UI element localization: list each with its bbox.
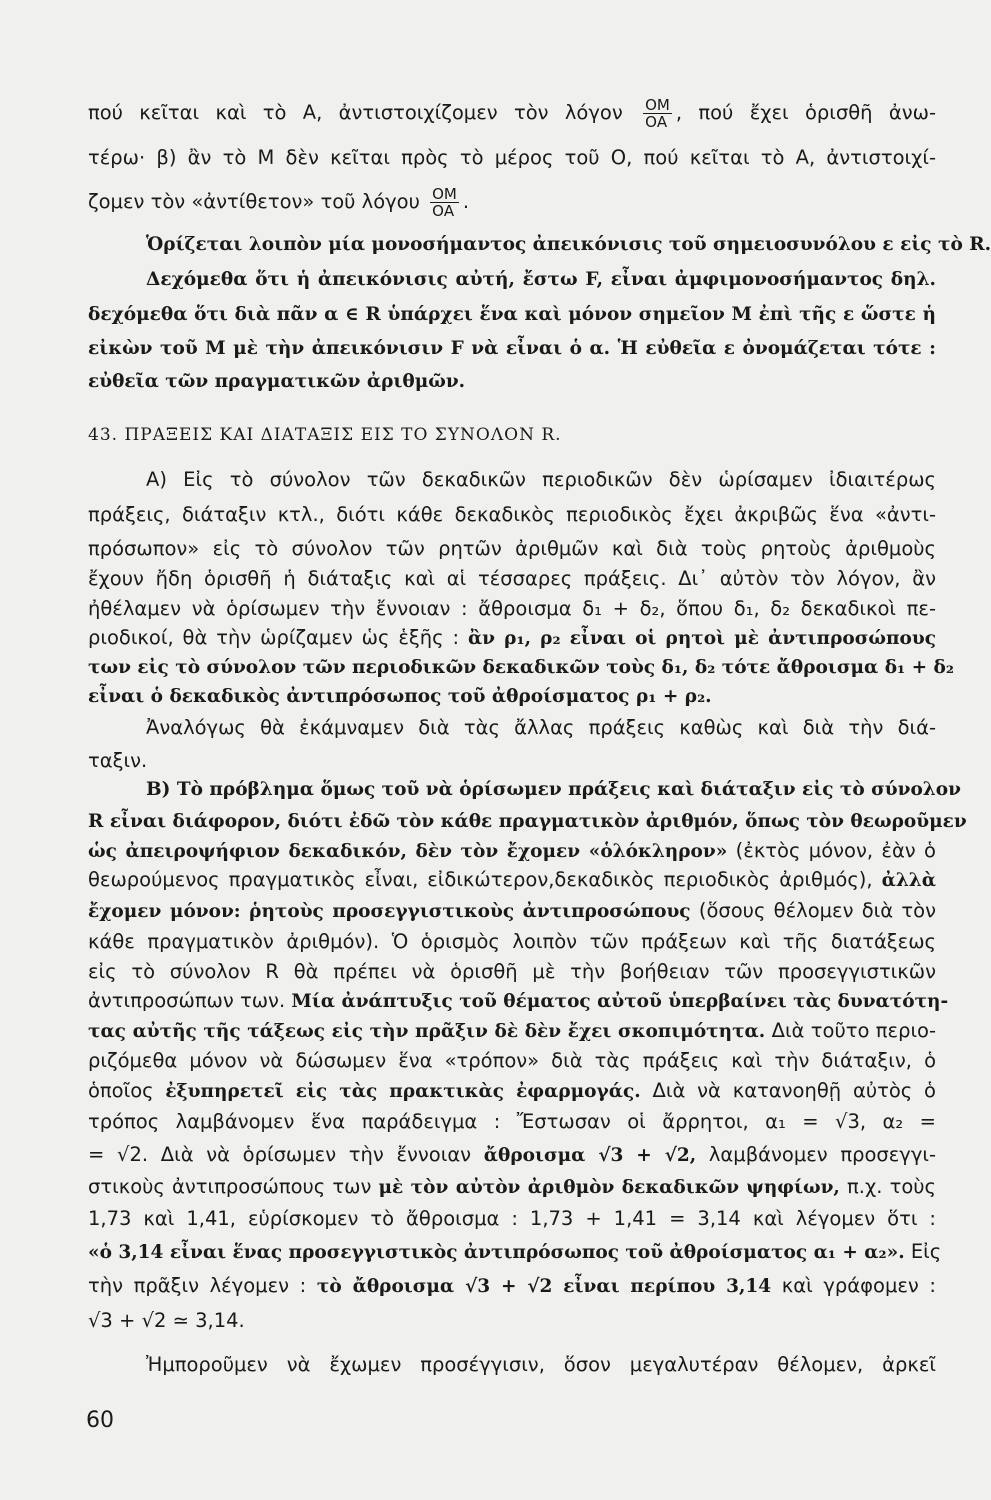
text-run: ἀντιπροσώπων των. xyxy=(88,989,286,1012)
text-run: = √2. Διὰ νὰ ὁρίσωμεν τὴν ἔννοιαν xyxy=(88,1143,472,1166)
text-line xyxy=(88,867,936,894)
text-line: Ἀναλόγως θὰ ἐκάμναμεν διὰ τὰς ἄλλας πράξεις καθὼς καὶ διὰ τὴν διά- xyxy=(146,716,936,739)
text-line: τρόπος λαμβάνομεν ἕνα παράδειγμα : Ἔστωσαν οἱ ἄρρητοι, α₁ = √3, α₂ = xyxy=(88,1110,936,1133)
text-line xyxy=(88,898,936,925)
text-line xyxy=(88,1174,936,1201)
text-line xyxy=(88,625,936,652)
text-run: Διὰ τοῦτο περιο- xyxy=(771,1019,937,1042)
text-line: 1,73 καὶ 1,41, εὑρίσκομεν τὸ ἄθροισμα : 1,73 + 1,41 = 3,14 καὶ λέγομεν ὅτι : xyxy=(88,1207,936,1230)
text-line: κάθε πραγματικὸν ἀριθμόν). Ὁ ὁρισμὸς λοιπὸν τῶν πράξεων καὶ τῆς διατάξεως xyxy=(88,930,936,953)
text-line: εἰκὼν τοῦ Μ μὲ τὴν ἀπεικόνισιν F νὰ εἶναι ὁ α. Ἡ εὐθεῖα ε ὀνομάζεται τότε : xyxy=(88,338,936,359)
text-line xyxy=(88,186,936,219)
text-run: «ὁ 3,14 εἶναι ἕνας προσεγγιστικὸς ἀντιπρόσωπος τοῦ ἀθροίσματος α₁ + α₂». xyxy=(88,1242,905,1263)
page-number: 60 xyxy=(86,1408,114,1433)
text-run: τας αὐτῆς τῆς τάξεως εἰς τὴν πρᾶξιν δὲ δὲν ἔχει σκοπιμότητα. xyxy=(88,1021,766,1042)
text-run: καὶ γράφομεν : xyxy=(781,1274,937,1297)
text-run: ἂν ρ₁, ρ₂ εἶναι οἱ ρητοὶ μὲ ἀντιπροσώπους xyxy=(467,628,936,649)
text-line: τέρω· β) ἂν τὸ Μ δὲν κεῖται πρὸς τὸ μέρος τοῦ Ο, πού κεῖται τὸ Α, ἀντιστοιχί- xyxy=(88,146,936,169)
text-run: Διὰ νὰ κατανοηθῇ αὐτὸς ὁ xyxy=(652,1079,936,1102)
text-line: Ἠμποροῦμεν νὰ ἔχωμεν προσέγγισιν, ὅσον μεγαλυτέραν θέλομεν, ἀρκεῖ xyxy=(146,1353,936,1376)
text-run: ὁποῖος xyxy=(88,1079,154,1102)
text-line: των εἰς τὸ σύνολον τῶν περιοδικῶν δεκαδικῶν τοὺς δ₁, δ₂ τότε ἄθροισμα δ₁ + δ₂ xyxy=(88,657,954,678)
text-line: πράξεις, διάταξιν κτλ., διότι κάθε δεκαδικὸς περιοδικὸς ἔχει ἀκριβῶς ἕνα «ἀντι- xyxy=(88,503,936,526)
text-line: R εἶναι διάφορον, διότι ἐδῶ τὸν κάθε πραγματικὸν ἀριθμόν, ὅπως τὸν θεωροῦμεν xyxy=(88,811,967,832)
text-line: ριζόμεθα μόνον νὰ δώσωμεν ἕνα «τρόπον» διὰ τὰς πράξεις καὶ τὴν διάταξιν, ὁ xyxy=(88,1049,936,1072)
text-line: ἔχουν ἤδη ὁρισθῆ ἡ διάταξις καὶ αἱ τέσσαρες πράξεις. Δι᾽ αὐτὸν τὸν λόγον, ἂν xyxy=(88,567,936,590)
text-line: Ὁρίζεται λοιπὸν μία μονοσήμαντος ἀπεικόνισις τοῦ σημειοσυνόλου ε εἰς τὸ R. xyxy=(146,234,991,255)
text-run: τὴν πρᾶξιν λέγομεν : xyxy=(88,1274,307,1297)
fraction-om-oa: $\frac{OM}{OA}$ xyxy=(645,96,670,131)
text-line xyxy=(88,988,949,1015)
text-run: ὡς ἀπειροψήφιον δεκαδικόν, δὲν τὸν ἔχομεν «ὁλόκληρον» xyxy=(88,841,728,862)
fraction-om-oa: $\frac{OM}{OA}$ xyxy=(432,185,457,220)
text-line xyxy=(88,1018,936,1045)
text-run: Εἰς xyxy=(910,1240,942,1263)
text-run: Μία ἀνάπτυξις τοῦ θέματος αὐτοῦ ὑπερβαίνει τὰς δυνατότη- xyxy=(291,991,949,1012)
text-run: ἀλλὰ xyxy=(881,870,936,891)
text-run: π.χ. τοὺς xyxy=(847,1175,936,1198)
text-line xyxy=(88,97,936,130)
text-line: √3 + √2 ≃ 3,14. xyxy=(88,1309,245,1332)
text-run: , πού ἔχει ὁρισθῆ ἀνω- xyxy=(675,101,937,124)
text-line: Α) Εἰς τὸ σύνολον τῶν δεκαδικῶν περιοδικῶν δὲν ὡρίσαμεν ἰδιαιτέρως xyxy=(146,468,936,491)
text-line: εἰς τὸ σύνολον R θὰ πρέπει νὰ ὁρισθῆ μὲ τὴν βοήθειαν τῶν προσεγγιστικῶν xyxy=(88,960,936,983)
text-line: εἶναι ὁ δεκαδικὸς ἀντιπρόσωπος τοῦ ἀθροίσματος ρ₁ + ρ₂. xyxy=(88,686,712,707)
text-line xyxy=(88,1142,936,1169)
text-line: Β) Τὸ πρόβλημα ὅμως τοῦ νὰ ὁρίσωμεν πράξεις καὶ διάταξιν εἰς τὸ σύνολον xyxy=(146,779,961,800)
text-line: ἠθέλαμεν νὰ ὁρίσωμεν τὴν ἔννοιαν : ἄθροισμα δ₁ + δ₂, ὅπου δ₁, δ₂ δεκαδικοὶ πε- xyxy=(88,597,936,620)
text-run: ἄθροισμα √3 + √2, xyxy=(483,1145,697,1166)
text-run: μὲ τὸν αὐτὸν ἀριθμὸν δεκαδικῶν ψηφίων, xyxy=(378,1177,840,1198)
section-heading: 43. ΠΡΑΞΕΙΣ ΚΑΙ ΔΙΑΤΑΞΙΣ ΕΙΣ ΤΟ ΣΥΝΟΛΟΝ R. xyxy=(88,425,562,445)
text-line: πρόσωπον» εἰς τὸ σύνολον τῶν ρητῶν ἀριθμῶν καὶ διὰ τοὺς ρητοὺς ἀριθμοὺς xyxy=(88,537,936,560)
text-line: ταξιν. xyxy=(88,749,148,772)
text-line xyxy=(88,1273,936,1300)
text-line: εὐθεῖα τῶν πραγματικῶν ἀριθμῶν. xyxy=(88,371,466,392)
text-run: ριοδικοί, θὰ τὴν ὡρίζαμεν ὡς ἑξῆς : xyxy=(88,626,460,649)
text-run: τὸ ἄθροισμα √3 + √2 εἶναι περίπου 3,14 xyxy=(316,1276,772,1297)
text-line: Δεχόμεθα ὅτι ἡ ἀπεικόνισις αὐτή, ἔστω F, εἶναι ἀμφιμονοσήμαντος δηλ. xyxy=(146,269,936,290)
text-line xyxy=(88,1239,942,1266)
text-run: θεωρούμενος πραγματικὸς εἶναι, εἰδικώτερον,δεκαδικὸς περιοδικὸς ἀριθμός), xyxy=(88,868,873,891)
text-run: ἐξυπηρετεῖ εἰς τὰς πρακτικὰς ἐφαρμογάς. xyxy=(165,1081,641,1102)
text-run: ἔχομεν μόνον: ῥητοὺς προσεγγιστικοὺς ἀντιπροσώπους xyxy=(88,901,691,922)
text-run: . xyxy=(462,190,470,213)
text-run: λαμβάνομεν προσεγγι- xyxy=(708,1143,937,1166)
text-line xyxy=(88,838,936,865)
text-line xyxy=(88,1078,936,1105)
text-run: ζομεν τὸν «ἀντίθετον» τοῦ λόγου xyxy=(88,190,420,213)
text-run: (ἐκτὸς μόνον, ἐὰν ὁ xyxy=(735,839,936,862)
text-line: δεχόμεθα ὅτι διὰ πᾶν α ∈ R ὑπάρχει ἕνα καὶ μόνον σημεῖον Μ ἐπὶ τῆς ε ὥστε ἡ xyxy=(88,304,936,325)
text-run: στικοὺς ἀντιπροσώπους των xyxy=(88,1175,372,1198)
text-run: πού κεῖται καὶ τὸ Α, ἀντιστοιχίζομεν τὸν λόγον xyxy=(88,101,623,124)
text-run: (ὅσους θέλομεν διὰ τὸν xyxy=(698,899,936,922)
